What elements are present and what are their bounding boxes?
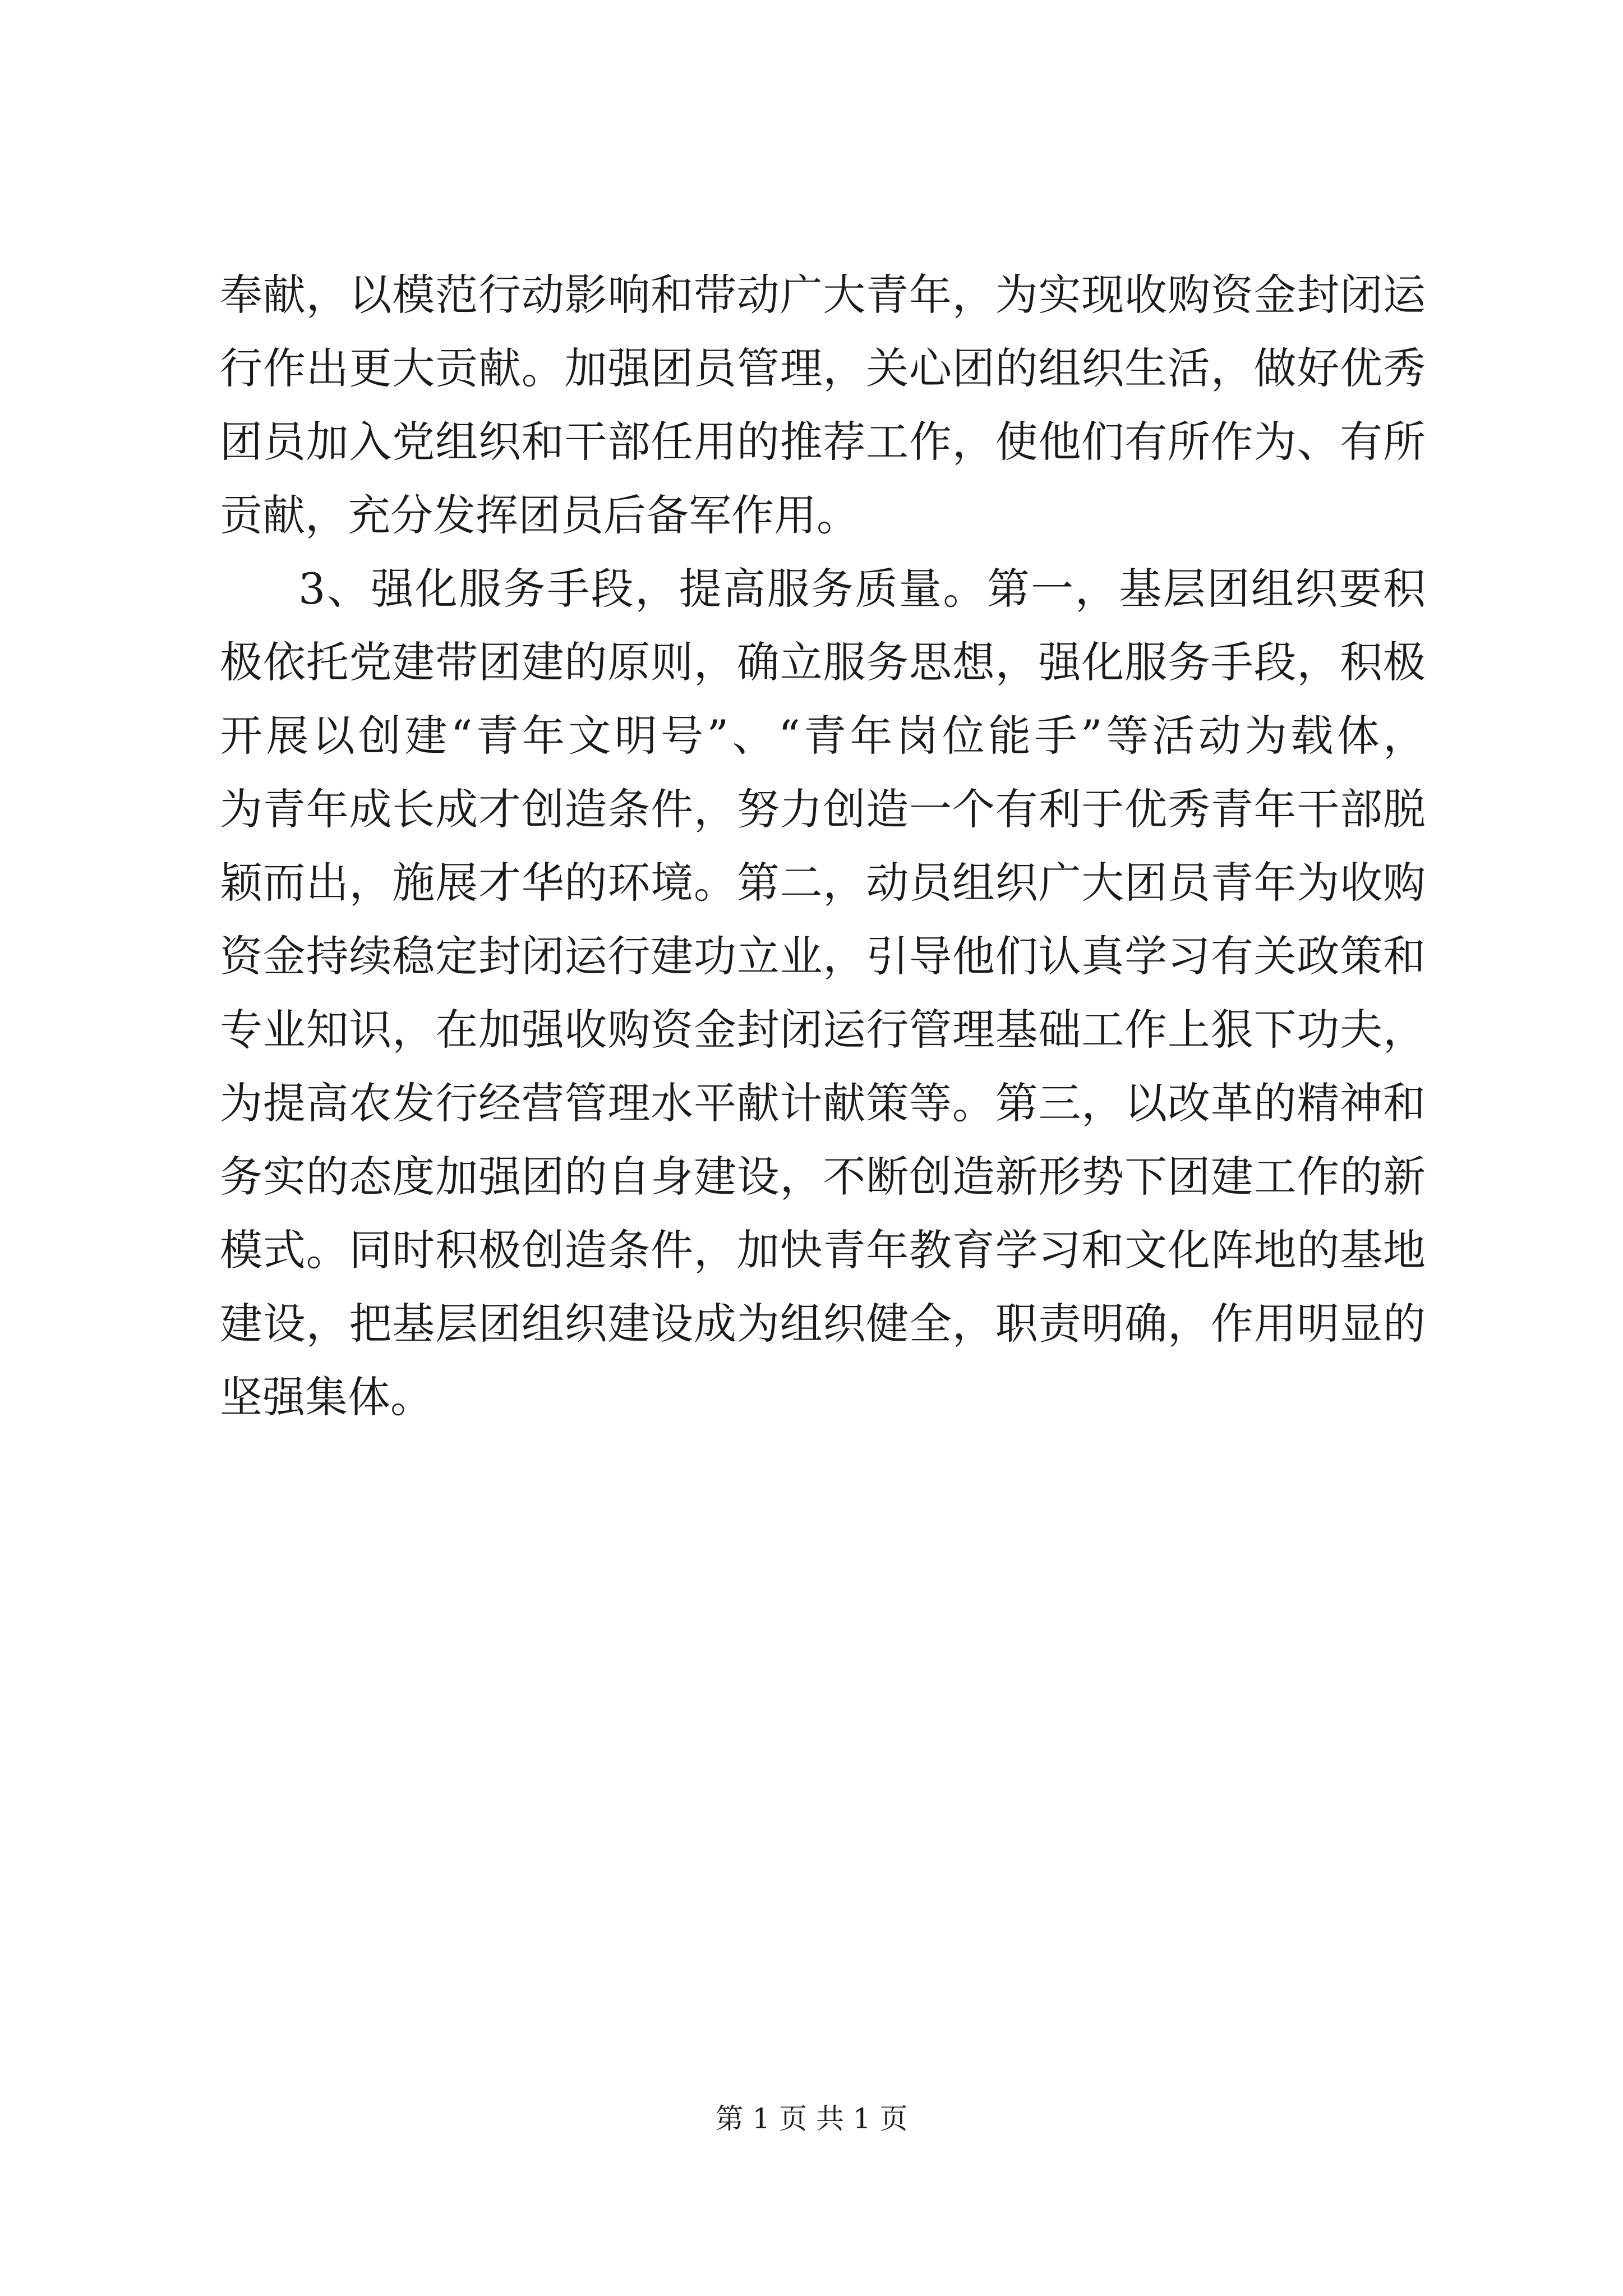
text-line: 极依托党建带团建的原则，确立服务思想，强化服务手段，积极 <box>220 637 1426 687</box>
text-line: 3、强化服务手段，提高服务质量。第一，基层团组织要积 <box>298 564 1426 614</box>
text-line: 资金持续稳定封闭运行建功立业，引导他们认真学习有关政策和 <box>220 931 1426 981</box>
text-line: 为提高农发行经营管理水平献计献策等。第三，以改革的精神和 <box>220 1078 1426 1128</box>
text-line: 奉献，以模范行动影响和带动广大青年，为实现收购资金封闭运 <box>220 270 1426 320</box>
text-line: 建设，把基层团组织建设成为组织健全，职责明确，作用明显的 <box>220 1299 1426 1349</box>
text-line: 开展以创建“青年文明号”、“青年岗位能手”等活动为载体， <box>220 711 1426 761</box>
text-line: 颖而出，施展才华的环境。第二，动员组织广大团员青年为收购 <box>220 858 1426 908</box>
text-line: 为青年成长成才创造条件，努力创造一个有利于优秀青年干部脱 <box>220 784 1426 834</box>
text-line: 坚强集体。 <box>220 1372 433 1422</box>
text-line: 团员加入党组织和干部任用的推荐工作，使他们有所作为、有所 <box>220 417 1426 467</box>
page-number: 第 1 页 共 1 页 <box>715 2102 908 2135</box>
body-text <box>220 258 1426 1434</box>
text-line: 务实的态度加强团的自身建设，不断创造新形势下团建工作的新 <box>220 1152 1426 1202</box>
text-line: 行作出更大贡献。加强团员管理，关心团的组织生活，做好优秀 <box>220 343 1426 393</box>
text-line: 贡献，充分发挥团员后备军作用。 <box>220 490 859 540</box>
text-line: 模式。同时积极创造条件，加快青年教育学习和文化阵地的基地 <box>220 1225 1426 1275</box>
page-footer <box>0 2099 1623 2138</box>
text-line: 专业知识，在加强收购资金封闭运行管理基础工作上狠下功夫， <box>220 1005 1426 1055</box>
